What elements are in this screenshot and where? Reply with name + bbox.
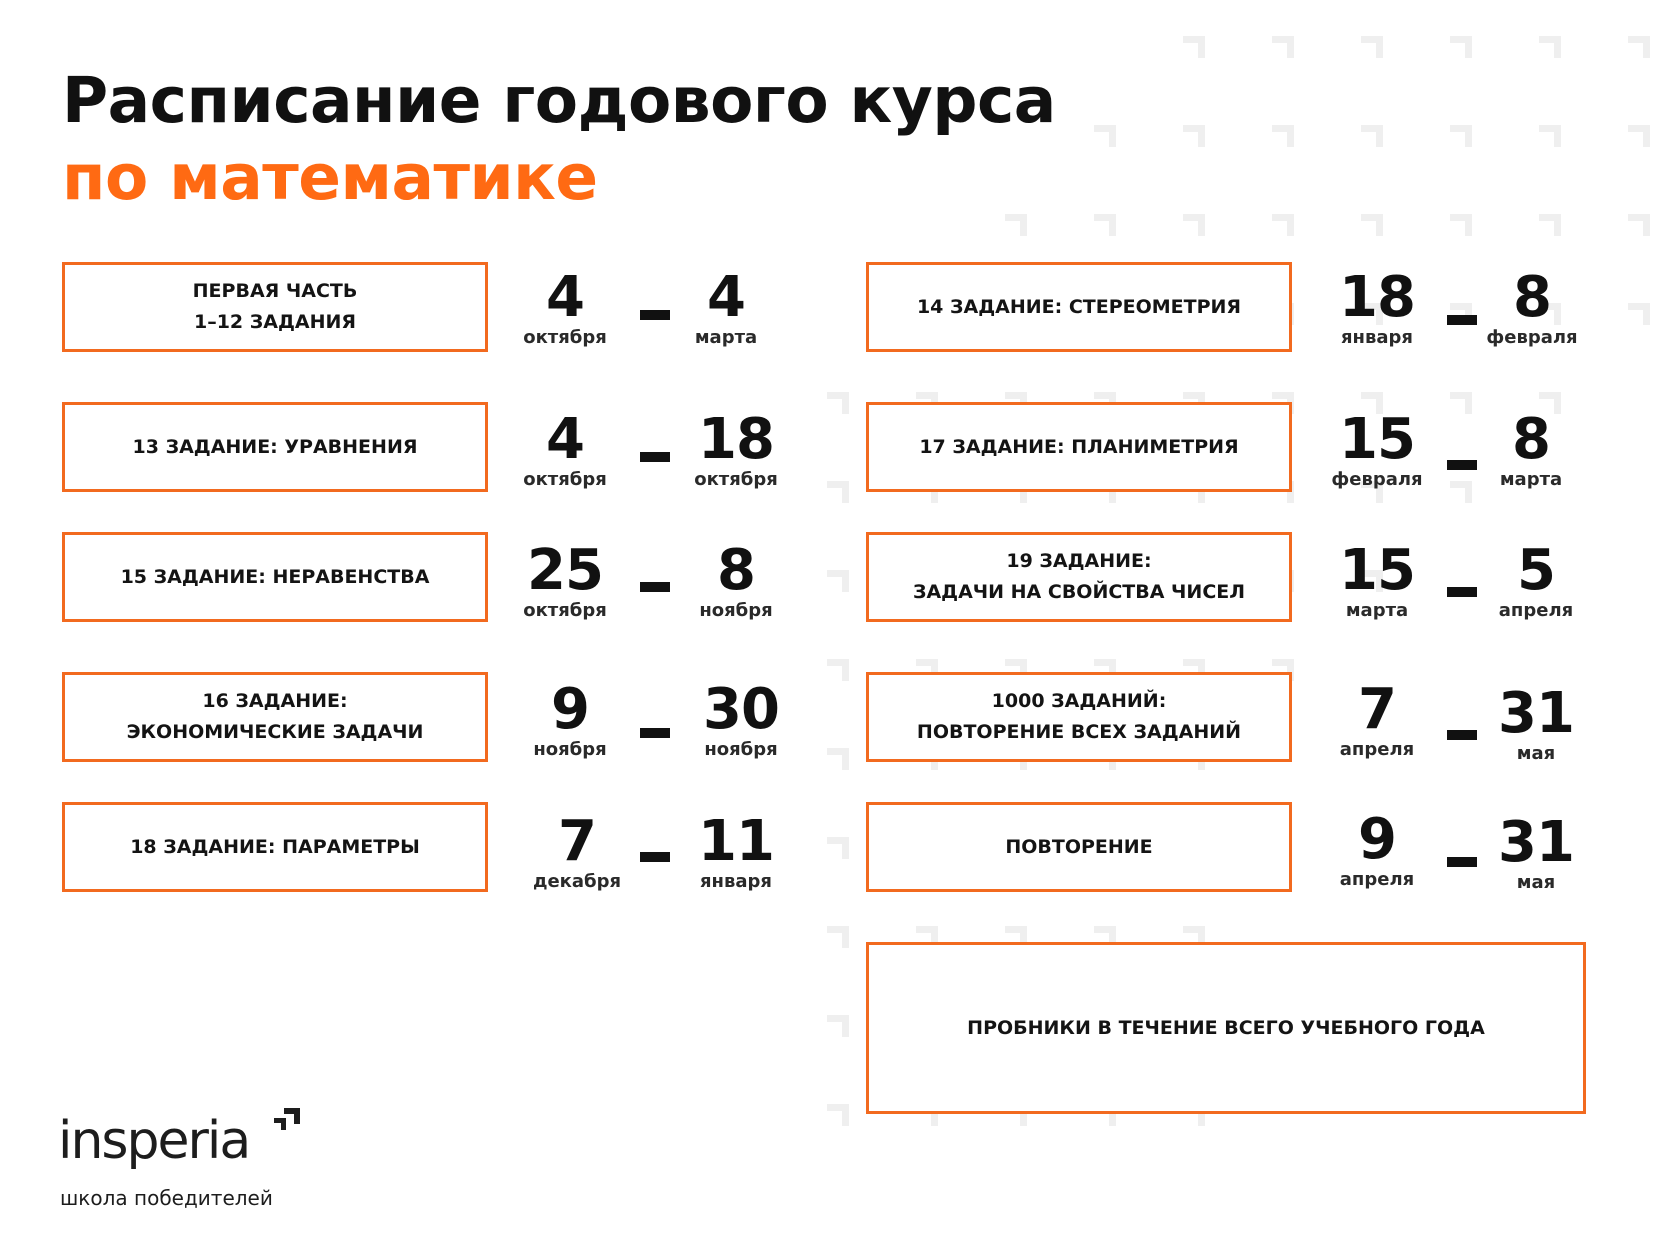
end-date	[1476, 810, 1596, 893]
start-month: ноября	[533, 739, 607, 760]
start-date	[1317, 407, 1437, 490]
schedule-item-task-box	[62, 672, 488, 762]
end-day: 31	[1498, 810, 1574, 875]
title-line-1: Расписание годового курса	[62, 64, 1056, 137]
background-corner-mark	[1539, 214, 1561, 236]
start-month: октября	[523, 327, 607, 348]
background-corner-mark	[827, 837, 849, 859]
logo-tagline: школа победителей	[60, 1186, 273, 1210]
end-date	[1476, 681, 1596, 764]
start-date	[505, 265, 625, 348]
end-date	[676, 407, 796, 490]
start-date	[505, 407, 625, 490]
task-name: 14 ЗАДАНИЕ: СТЕРЕОМЕТРИЯ	[916, 295, 1242, 318]
background-corner-mark	[827, 1015, 849, 1037]
end-month: января	[700, 871, 772, 892]
start-day: 15	[1339, 538, 1415, 603]
background-corner-mark	[1005, 214, 1027, 236]
task-name: 16 ЗАДАНИЕ: ЭКОНОМИЧЕСКИЕ ЗАДАЧИ	[126, 690, 424, 743]
start-day: 15	[1339, 407, 1415, 472]
background-corner-mark	[1450, 125, 1472, 147]
task-name: 17 ЗАДАНИЕ: ПЛАНИМЕТРИЯ	[919, 435, 1239, 458]
start-month: февраля	[1331, 469, 1423, 490]
background-corner-mark	[1272, 125, 1294, 147]
start-day: 25	[527, 538, 603, 603]
schedule-item-task-box	[62, 402, 488, 492]
schedule-item-task-box	[866, 802, 1292, 892]
background-corner-mark	[1361, 125, 1383, 147]
background-corner-mark	[1272, 214, 1294, 236]
task-name: 15 ЗАДАНИЕ: НЕРАВЕНСТВА	[120, 565, 430, 588]
background-corner-mark	[827, 659, 849, 681]
start-day: 9	[1358, 807, 1396, 872]
end-day: 31	[1498, 681, 1574, 746]
start-month: апреля	[1339, 869, 1415, 890]
start-month: марта	[1345, 600, 1409, 621]
logo-wordmark: insperia	[58, 1111, 250, 1171]
date-range-dash	[640, 728, 670, 738]
task-name: 1000 ЗАДАНИЙ: ПОВТОРЕНИЕ ВСЕХ ЗАДАНИЙ	[916, 690, 1242, 743]
end-day: 11	[698, 809, 774, 874]
background-corner-mark	[827, 570, 849, 592]
brand-logo	[58, 1110, 318, 1220]
background-corner-mark	[1450, 214, 1472, 236]
background-corner-mark	[1628, 303, 1650, 325]
background-corner-mark	[1539, 36, 1561, 58]
end-month: марта	[694, 327, 758, 348]
end-day: 8	[1512, 407, 1550, 472]
date-range-dash	[1447, 587, 1477, 597]
background-corner-mark	[1450, 481, 1472, 503]
start-date	[1317, 807, 1437, 890]
date-range-dash	[640, 582, 670, 592]
end-date	[676, 809, 796, 892]
background-corner-mark	[827, 926, 849, 948]
background-corner-mark	[1628, 36, 1650, 58]
schedule-item-task-box	[866, 262, 1292, 352]
end-date	[1476, 538, 1596, 621]
start-day: 4	[546, 265, 584, 330]
background-corner-mark	[827, 392, 849, 414]
schedule-item-task-box	[866, 672, 1292, 762]
end-month: мая	[1516, 743, 1556, 764]
date-range-dash	[1447, 857, 1477, 867]
start-date	[1317, 265, 1437, 348]
date-range-dash	[1447, 730, 1477, 740]
date-range-dash	[640, 452, 670, 462]
task-name: 19 ЗАДАНИЕ: ЗАДАЧИ НА СВОЙСТВА ЧИСЕЛ	[912, 550, 1246, 603]
end-month: апреля	[1498, 600, 1574, 621]
task-name: 18 ЗАДАНИЕ: ПАРАМЕТРЫ	[130, 835, 420, 858]
end-day: 4	[707, 265, 745, 330]
background-corner-mark	[1450, 392, 1472, 414]
logo-corner-icon	[270, 1108, 300, 1138]
background-corner-mark	[827, 748, 849, 770]
end-date	[676, 538, 796, 621]
end-date	[681, 677, 801, 760]
start-month: октября	[523, 469, 607, 490]
mock-exams-note: ПРОБНИКИ В ТЕЧЕНИЕ ВСЕГО УЧЕБНОГО ГОДА	[967, 1016, 1485, 1039]
background-corner-mark	[1628, 125, 1650, 147]
end-date	[1471, 407, 1591, 490]
start-day: 9	[551, 677, 589, 742]
start-date	[1317, 538, 1437, 621]
start-day: 18	[1339, 265, 1415, 330]
schedule-item-task-box	[866, 402, 1292, 492]
end-month: марта	[1499, 469, 1563, 490]
background-corner-mark	[1628, 214, 1650, 236]
background-corner-mark	[1272, 36, 1294, 58]
task-name: 13 ЗАДАНИЕ: УРАВНЕНИЯ	[132, 435, 418, 458]
end-day: 18	[698, 407, 774, 472]
start-month: апреля	[1339, 739, 1415, 760]
start-date	[1317, 677, 1437, 760]
background-corner-mark	[1450, 36, 1472, 58]
mock-exams-note-box	[866, 942, 1586, 1114]
start-day: 4	[546, 407, 584, 472]
end-day: 30	[703, 677, 779, 742]
start-month: октября	[523, 600, 607, 621]
start-day: 7	[1358, 677, 1396, 742]
background-corner-mark	[1183, 125, 1205, 147]
end-month: ноября	[704, 739, 778, 760]
background-corner-mark	[1361, 214, 1383, 236]
schedule-item-task-box	[62, 802, 488, 892]
task-name: ПОВТОРЕНИЕ	[1005, 835, 1153, 858]
background-corner-mark	[1183, 36, 1205, 58]
end-day: 5	[1517, 538, 1555, 603]
background-corner-mark	[1539, 125, 1561, 147]
title-line-2: по математике	[62, 141, 598, 214]
schedule-item-task-box	[62, 532, 488, 622]
schedule-item-task-box	[62, 262, 488, 352]
background-corner-mark	[1094, 214, 1116, 236]
background-corner-mark	[1361, 36, 1383, 58]
end-month: октября	[694, 469, 778, 490]
date-range-dash	[640, 852, 670, 862]
end-month: февраля	[1486, 327, 1578, 348]
end-month: мая	[1516, 872, 1556, 893]
background-corner-mark	[1183, 214, 1205, 236]
start-month: декабря	[532, 871, 622, 892]
end-day: 8	[717, 538, 755, 603]
background-corner-mark	[1094, 125, 1116, 147]
background-corner-mark	[827, 1104, 849, 1126]
end-month: ноября	[699, 600, 773, 621]
end-date	[666, 265, 786, 348]
end-date	[1472, 265, 1592, 348]
start-day: 7	[558, 809, 596, 874]
page-title	[62, 62, 1056, 216]
schedule-item-task-box	[866, 532, 1292, 622]
start-date	[517, 809, 637, 892]
start-date	[505, 538, 625, 621]
start-month: января	[1341, 327, 1413, 348]
start-date	[510, 677, 630, 760]
background-corner-mark	[827, 481, 849, 503]
task-name: ПЕРВАЯ ЧАСТЬ 1–12 ЗАДАНИЯ	[192, 280, 358, 333]
end-day: 8	[1513, 265, 1551, 330]
